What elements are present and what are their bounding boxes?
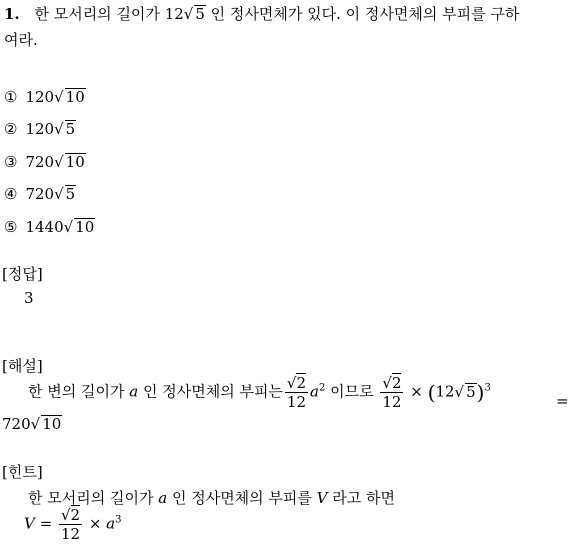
fraction: $\frac{√2}{12}$	[286, 374, 307, 411]
sqrt: √ 5	[183, 5, 205, 23]
hint-line-2: V = $\frac{√2}{12}$ × $a^3$	[24, 506, 122, 543]
answer-value: 3	[24, 289, 34, 307]
fraction: $\frac{√2}{12}$	[60, 506, 81, 543]
answer-heading: [정답]	[2, 265, 43, 283]
choice-5[interactable]: ⑤ 1440√ 10	[4, 218, 95, 236]
choice-4[interactable]: ④ 720√ 5	[4, 185, 76, 203]
question-line-1: 1. 한 모서리의 길이가 12√ 5 인 정사면체가 있다. 이 정사면체의 부피를 구하	[4, 5, 520, 23]
choice-1[interactable]: ① 120√ 10	[4, 88, 85, 106]
solution-heading: [해설]	[2, 357, 43, 375]
solution-line-1: 한 변의 길이가 a 인 정사면체의 부피는 $\frac{√2}{12}$ $a^2$ 이므로 $\frac{√2}{12}$ × (12√ 5)$^3$	[28, 374, 491, 411]
hint-heading: [힌트]	[2, 463, 43, 481]
choice-3[interactable]: ③ 720√ 10	[4, 153, 85, 171]
fraction: $\frac{√2}{12}$	[382, 374, 402, 411]
solution-line-2: 720√ 10	[2, 415, 62, 433]
question-number: 1.	[4, 5, 20, 23]
choice-2[interactable]: ② 120√ 5	[4, 120, 76, 138]
solution-equals: =	[556, 392, 569, 410]
question-line-2: 여라.	[4, 31, 38, 49]
hint-line-1: 한 모서리의 길이가 a 인 정사면체의 부피를 V 라고 하면	[28, 489, 396, 507]
